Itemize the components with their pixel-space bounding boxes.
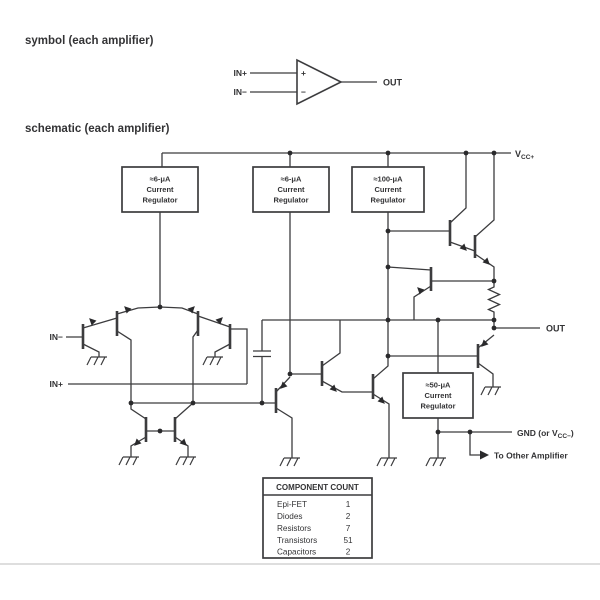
current-regulator-box-1 — [122, 167, 198, 212]
regulator2-value: ≈6-μA — [280, 174, 302, 184]
current-regulator-box-3 — [352, 167, 424, 212]
regulator4-word1: Current — [424, 391, 452, 400]
opamp-symbol — [234, 60, 403, 104]
regulator-feed-wires — [160, 212, 438, 432]
regulator2-word1: Current — [277, 185, 305, 194]
regulator3-word1: Current — [374, 185, 402, 194]
regulator1-word1: Current — [146, 185, 174, 194]
symbol-section-heading: symbol (each amplifier) — [25, 35, 154, 47]
component-count-table — [263, 478, 372, 558]
amplifier-schematic — [50, 149, 574, 466]
row-count: 2 — [345, 512, 351, 521]
in-minus-label: IN− — [49, 332, 63, 342]
regulator3-word2: Regulator — [370, 195, 406, 205]
in-plus-label: IN+ — [49, 379, 63, 389]
regulator4-word2: Regulator — [420, 401, 456, 411]
row-count: 7 — [345, 524, 351, 533]
current-regulator-box-2 — [253, 167, 329, 212]
opamp-minus-sign: − — [301, 87, 306, 97]
regulator4-value: ≈50-μA — [425, 380, 451, 390]
regulator2-word2: Regulator — [273, 195, 309, 205]
row-name: Resistors — [277, 524, 312, 533]
to-other-amplifier-label: To Other Amplifier — [494, 450, 568, 461]
vcc-label: VCC+ — [515, 149, 535, 161]
vcc-rail-wire — [162, 153, 511, 167]
row-name: Transistors — [277, 536, 318, 545]
opamp-triangle-icon — [297, 60, 341, 104]
schematic-section-heading: schematic (each amplifier) — [25, 123, 170, 135]
regulator1-value: ≈6-μA — [149, 174, 171, 184]
capacitor-icon — [253, 320, 271, 403]
row-name: Epi-FET — [277, 500, 308, 509]
row-name: Capacitors — [277, 547, 317, 557]
opamp-in-minus-label: IN− — [233, 87, 247, 97]
row-count: 1 — [345, 500, 351, 509]
current-mirror-wires — [131, 403, 276, 457]
opamp-plus-sign: + — [301, 68, 306, 78]
row-count: 2 — [345, 547, 351, 557]
out-label: OUT — [546, 323, 565, 334]
regulator3-value: ≈100-μA — [373, 174, 403, 184]
row-count: 51 — [343, 536, 353, 545]
regulator1-word2: Regulator — [142, 195, 178, 205]
gnd-label: GND (or VCC−) — [517, 428, 574, 440]
opamp-out-label: OUT — [383, 77, 402, 88]
to-other-amplifier-arrow-icon — [480, 451, 489, 460]
opamp-in-plus-label: IN+ — [233, 68, 247, 78]
current-regulator-box-4 — [403, 373, 473, 418]
table-title: COMPONENT COUNT — [276, 483, 359, 492]
row-name: Diodes — [277, 512, 303, 521]
